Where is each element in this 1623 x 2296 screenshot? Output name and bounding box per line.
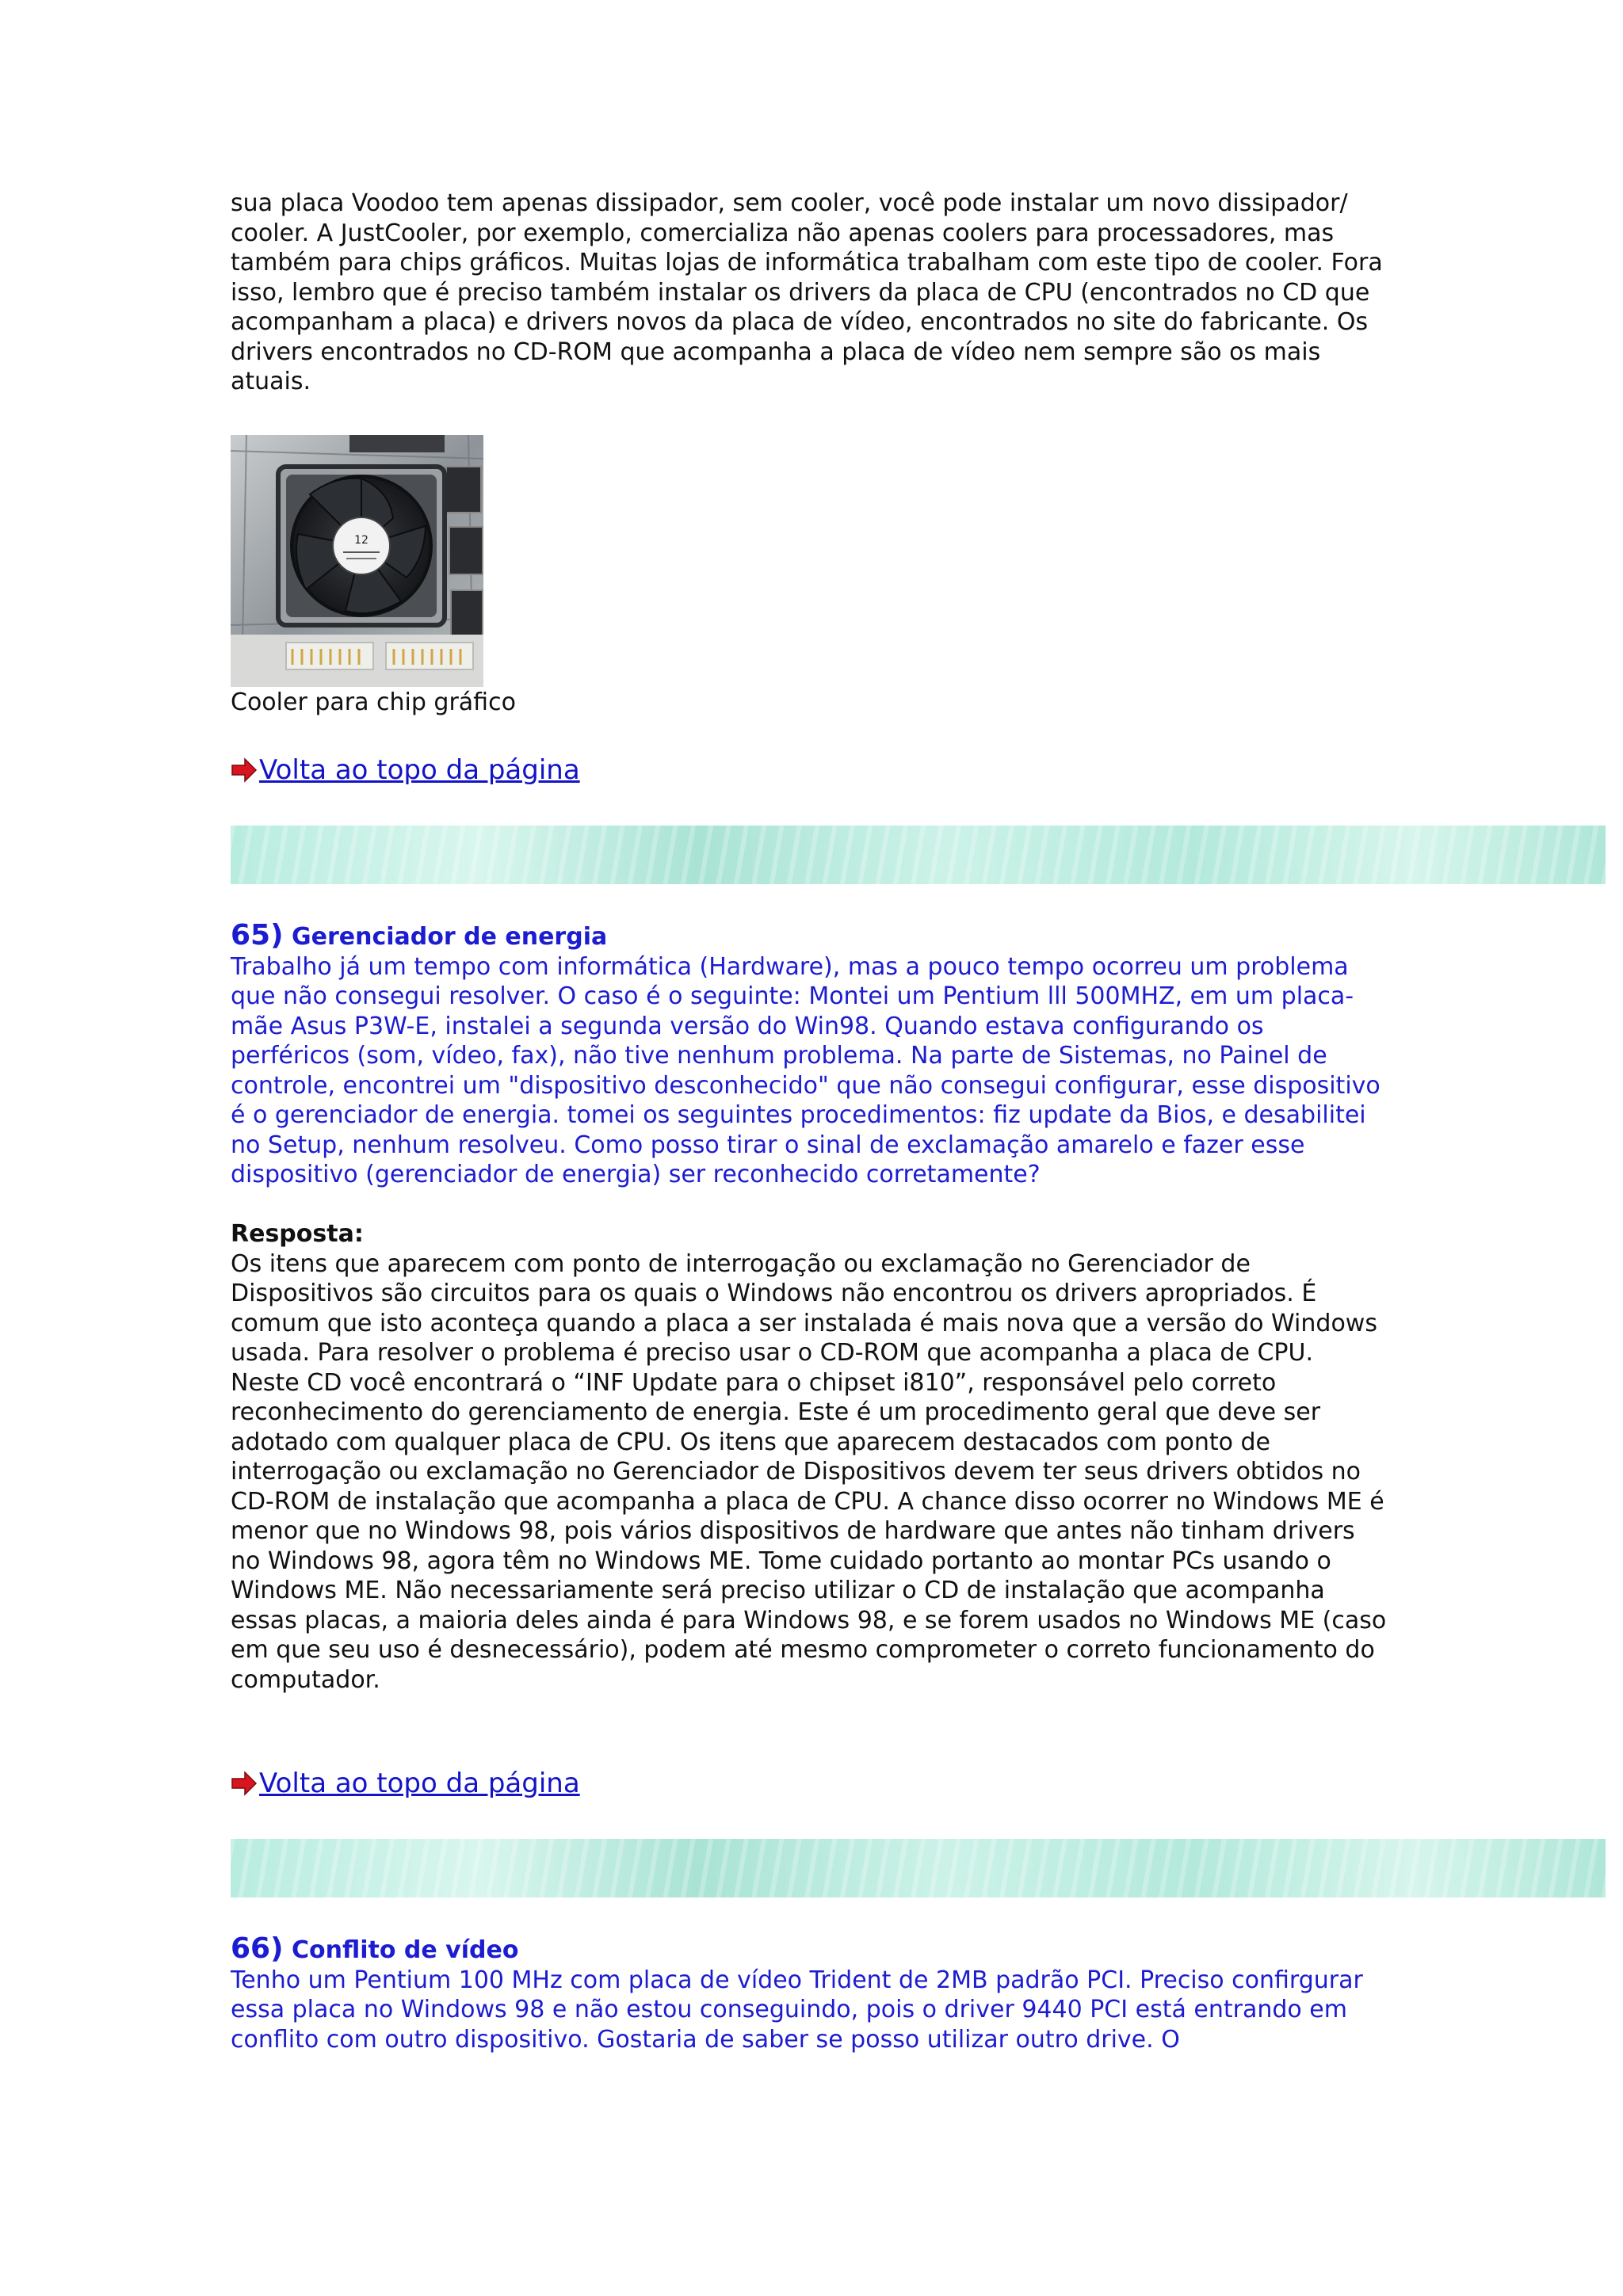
question-65-heading [231,921,1388,952]
question-66 [231,1934,1388,2054]
question-66-number: 66) [231,1932,284,1965]
answer-65-text: Os itens que aparecem com ponto de interrogação ou exclamação no Gerenciador de Dispositivos são circuitos para os quais o Windows não encontrou os drivers apropriados. É comum que isto aconteça quando a placa a ser instalada é mais nova que a versão do Windows usada. Para resolver o problema é preciso usar o CD-ROM que acompanha a placa de CPU. Neste CD você encontrará o “INF Update para o chipset i810”, responsável pelo correto reconhecimento do gerenciamento de energia. Este é um procedimento geral que deve ser adotado com qualquer placa de CPU. Os itens que aparecem destacados com ponto de interrogação ou exclamação no Gerenciador de Dispositivos devem ter seus drivers obtidos no CD-ROM de instalação que acompanha a placa de CPU. A chance disso ocorrer no Windows ME é menor que no Windows 98, pois vários dispositivos de hardware que antes não tinham drivers no Windows 98, agora têm no Windows ME. Tome cuidado portanto ao montar PCs usando o Windows ME. Não necessariamente será preciso utilizar o CD de instalação que acompanha essas placas, a maioria deles ainda é para Windows 98, e se forem usados no Windows ME (caso em que seu uso é desnecessário), podem até mesmo comprometer o correto funcionamento do computador. [231,1249,1387,1694]
section-divider-1 [231,826,1606,884]
question-65-text: Trabalho já um tempo com informática (Hardware), mas a pouco tempo ocorreu um problema que não consegui resolver. O caso é o seguinte: Montei um Pentium lll 500MHZ, em um placa-mãe Asus P3W-E, instalei a segunda versão do Win98. Quando estava configurando os perféricos (som, vídeo, fax), não tive nenhum problema. Na parte de Sistemas, no Painel de controle, encontrei um "dispositivo desconhecido" que não consegui configurar, esse dispositivo é o gerenciador de energia. tomei os seguintes procedimentos: fiz update da Bios, e desabilitei no Setup, nenhum resolveu. Como posso tirar o sinal de exclamação amarelo e fazer esse dispositivo (gerenciador de energia) ser reconhecido corretamente? [231,952,1381,1188]
back-to-top-link-1[interactable]: Volta ao topo da página [259,754,580,786]
back-to-top-link-2[interactable]: Volta ao topo da página [259,1768,580,1799]
image-caption: Cooler para chip gráfico [231,688,516,716]
red-arrow-icon [231,757,258,784]
red-arrow-icon [231,1770,258,1797]
question-65-number: 65) [231,919,284,952]
fan-label: 12 [354,534,369,547]
article-content [231,189,1388,397]
answer-65-label: Resposta: [231,1220,364,1248]
back-to-top-row-2 [231,1766,1388,1801]
cooler-image [231,435,483,687]
intro-paragraph: sua placa Voodoo tem apenas dissipador, sem cooler, você pode instalar um novo dissipador/ cooler. A JustCooler, por exemplo, comercializa não apenas coolers para processadores, mas também para chips gráficos. Muitas lojas de informática trabalham com este tipo de cooler. Fora isso, lembro que é preciso também instalar os drivers da placa de CPU (encontrados no CD que acompanham a placa) e drivers novos da placa de vídeo, encontrados no site do fabricante. Os drivers encontrados no CD-ROM que acompanha a placa de vídeo nem sempre são os mais atuais. [231,189,1383,395]
spacer [231,1190,1388,1220]
question-65-title: Gerenciador de energia [292,923,608,951]
cooler-photo [231,435,483,687]
question-66-title: Conflito de vídeo [292,1936,519,1964]
image-caption-block [231,688,1388,718]
back-to-top-row-1 [231,753,1388,788]
question-66-text: Tenho um Pentium 100 MHz com placa de vídeo Trident de 2MB padrão PCI. Preciso confirgurar essa placa no Windows 98 e não estou conseguindo, pois o driver 9440 PCI está entrando em conflito com outro dispositivo. Gostaria de saber se posso utilizar outro drive. O [231,1966,1363,2054]
question-65 [231,921,1388,1695]
question-66-heading [231,1934,1388,1966]
section-divider-2 [231,1839,1606,1897]
